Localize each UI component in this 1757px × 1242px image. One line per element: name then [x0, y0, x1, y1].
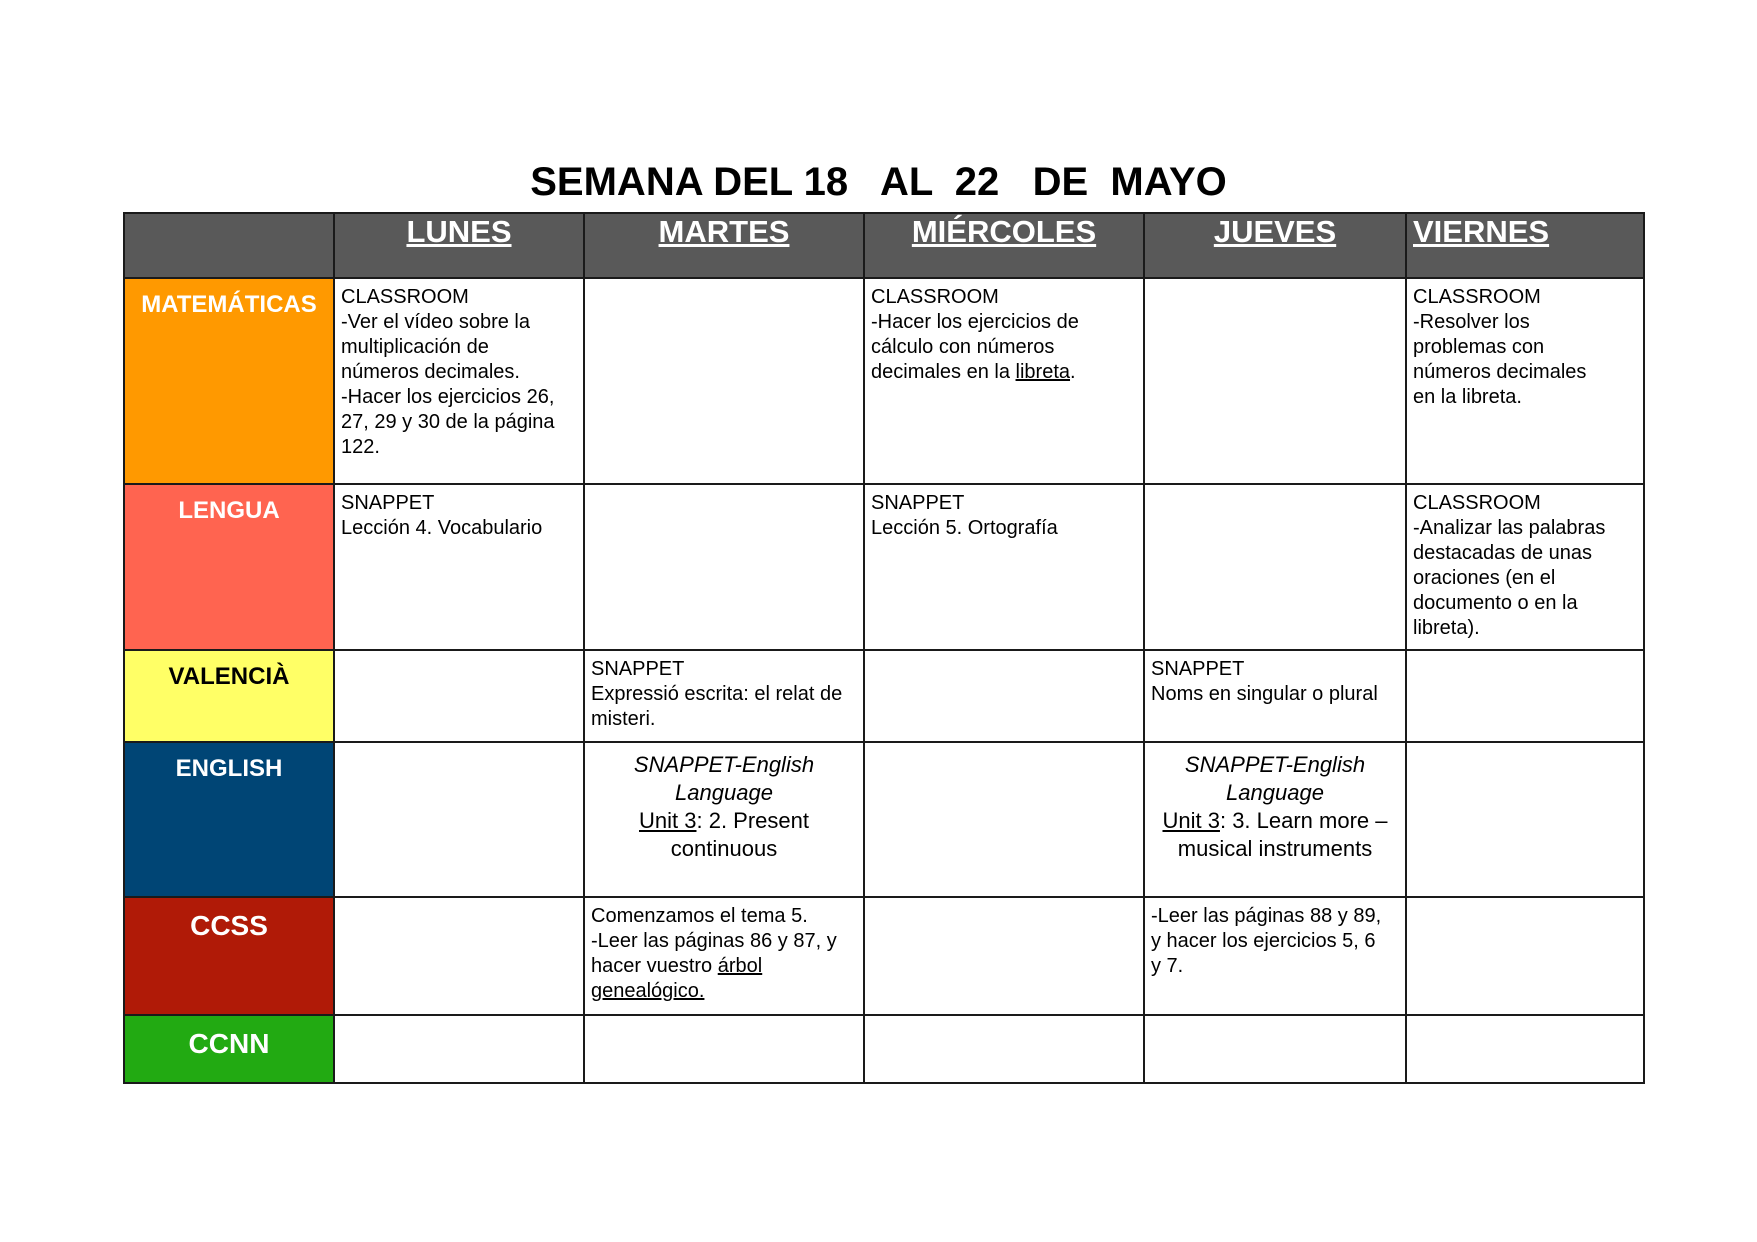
cell-lengua-lunes — [334, 484, 584, 650]
page-title: SEMANA DEL 18 AL 22 DE MAYO — [530, 160, 1227, 204]
cell-line: continuous — [670, 836, 778, 861]
cell-line: multiplicación de — [341, 336, 489, 358]
cell-valencia-miercoles — [864, 650, 1144, 742]
cell-line: y hacer los ejercicios 5, 6 — [1151, 930, 1376, 952]
underlined-unit: Unit 3 — [1162, 808, 1220, 833]
underlined-word-libreta: libreta — [1015, 361, 1071, 383]
cell-line: -Analizar las palabras — [1413, 517, 1606, 539]
cell-valencia-viernes — [1406, 650, 1644, 742]
cell-line: musical instruments — [1177, 836, 1373, 861]
cell-valencia-jueves — [1144, 650, 1406, 742]
cell-line: números decimales. — [341, 361, 520, 383]
cell-ccss-lunes — [334, 897, 584, 1015]
cell-line: -Resolver los — [1413, 311, 1530, 333]
cell-line: CLASSROOM — [341, 286, 469, 308]
day-header-jueves: JUEVES — [1144, 213, 1406, 278]
cell-line: SNAPPET — [341, 492, 435, 514]
cell-line: Lección 4. Vocabulario — [341, 517, 543, 539]
cell-ccnn-miercoles — [864, 1015, 1144, 1083]
cell-line: SNAPPET — [591, 658, 685, 680]
cell-line: números decimales — [1413, 361, 1587, 383]
cell-line: y 7. — [1151, 955, 1184, 977]
cell-line: -Hacer los ejercicios 26, — [341, 386, 555, 408]
underlined-word-arbol: árbol — [717, 955, 763, 977]
cell-matematicas-miercoles — [864, 278, 1144, 484]
cell-text: : 3. Learn more – — [1219, 808, 1388, 833]
cell-line: CLASSROOM — [1413, 286, 1541, 308]
subject-english: ENGLISH — [124, 742, 334, 897]
subject-lengua: LENGUA — [124, 484, 334, 650]
cell-line: documento o en la — [1413, 592, 1578, 614]
cell-text: : 2. Present — [696, 808, 809, 833]
cell-line: libreta). — [1413, 617, 1480, 639]
cell-line: cálculo con números — [871, 336, 1055, 358]
cell-line: destacadas de unas — [1413, 542, 1593, 564]
subject-ccnn: CCNN — [124, 1015, 334, 1083]
cell-line: Language — [675, 780, 773, 805]
cell-line — [591, 807, 857, 835]
cell-matematicas-martes — [584, 278, 864, 484]
row-matematicas — [124, 278, 1644, 484]
cell-line: en la libreta. — [1413, 386, 1522, 408]
cell-lengua-miercoles — [864, 484, 1144, 650]
cell-ccnn-jueves — [1144, 1015, 1406, 1083]
cell-valencia-martes — [584, 650, 864, 742]
cell-matematicas-jueves — [1144, 278, 1406, 484]
cell-english-lunes — [334, 742, 584, 897]
cell-ccss-martes — [584, 897, 864, 1015]
cell-lengua-martes — [584, 484, 864, 650]
cell-english-viernes — [1406, 742, 1644, 897]
cell-ccnn-lunes — [334, 1015, 584, 1083]
cell-ccss-jueves — [1144, 897, 1406, 1015]
cell-ccnn-martes — [584, 1015, 864, 1083]
day-header-viernes: VIERNES — [1406, 213, 1644, 278]
row-english — [124, 742, 1644, 897]
row-ccnn — [124, 1015, 1644, 1083]
cell-line: Expressió escrita: el relat de — [591, 683, 843, 705]
cell-line — [871, 360, 1137, 385]
subject-valencia: VALENCIÀ — [124, 650, 334, 742]
row-valencia — [124, 650, 1644, 742]
subject-matematicas: MATEMÁTICAS — [124, 278, 334, 484]
cell-line: misteri. — [591, 708, 656, 730]
underlined-unit: Unit 3 — [639, 808, 697, 833]
cell-ccss-miercoles — [864, 897, 1144, 1015]
cell-line: -Ver el vídeo sobre la — [341, 311, 530, 333]
row-ccss — [124, 897, 1644, 1015]
cell-line: SNAPPET — [1151, 658, 1245, 680]
cell-valencia-lunes — [334, 650, 584, 742]
cell-matematicas-lunes — [334, 278, 584, 484]
cell-lengua-viernes — [1406, 484, 1644, 650]
cell-line: Language — [1226, 780, 1324, 805]
cell-line: CLASSROOM — [1413, 492, 1541, 514]
cell-line — [1151, 807, 1399, 835]
cell-line: SNAPPET-English — [633, 752, 815, 777]
row-lengua — [124, 484, 1644, 650]
weekly-schedule-table — [123, 212, 1645, 1084]
cell-line: Lección 5. Ortografía — [871, 517, 1058, 539]
cell-ccss-viernes — [1406, 897, 1644, 1015]
cell-line: -Leer las páginas 86 y 87, y — [591, 930, 837, 952]
cell-line — [591, 954, 857, 979]
cell-line: oraciones (en el — [1413, 567, 1556, 589]
cell-line: 122. — [341, 436, 380, 458]
cell-text: decimales en la — [871, 361, 1016, 383]
day-header-lunes: LUNES — [334, 213, 584, 278]
cell-english-jueves — [1144, 742, 1406, 897]
cell-line: SNAPPET-English — [1184, 752, 1366, 777]
cell-text: hacer vuestro — [591, 955, 718, 977]
subject-ccss: CCSS — [124, 897, 334, 1015]
cell-line: problemas con — [1413, 336, 1545, 358]
cell-ccnn-viernes — [1406, 1015, 1644, 1083]
underlined-word-genealogico: genealógico. — [591, 980, 705, 1002]
cell-english-martes — [584, 742, 864, 897]
header-corner-cell — [124, 213, 334, 278]
day-header-martes: MARTES — [584, 213, 864, 278]
header-row — [124, 213, 1644, 278]
cell-text: . — [1070, 361, 1076, 383]
cell-matematicas-viernes — [1406, 278, 1644, 484]
cell-line: -Leer las páginas 88 y 89, — [1151, 905, 1382, 927]
cell-lengua-jueves — [1144, 484, 1406, 650]
cell-line: Noms en singular o plural — [1151, 683, 1378, 705]
cell-line: CLASSROOM — [871, 286, 999, 308]
cell-line: 27, 29 y 30 de la página — [341, 411, 555, 433]
cell-line: SNAPPET — [871, 492, 965, 514]
cell-line: -Hacer los ejercicios de — [871, 311, 1079, 333]
day-header-miercoles: MIÉRCOLES — [864, 213, 1144, 278]
cell-line: Comenzamos el tema 5. — [591, 905, 808, 927]
cell-english-miercoles — [864, 742, 1144, 897]
